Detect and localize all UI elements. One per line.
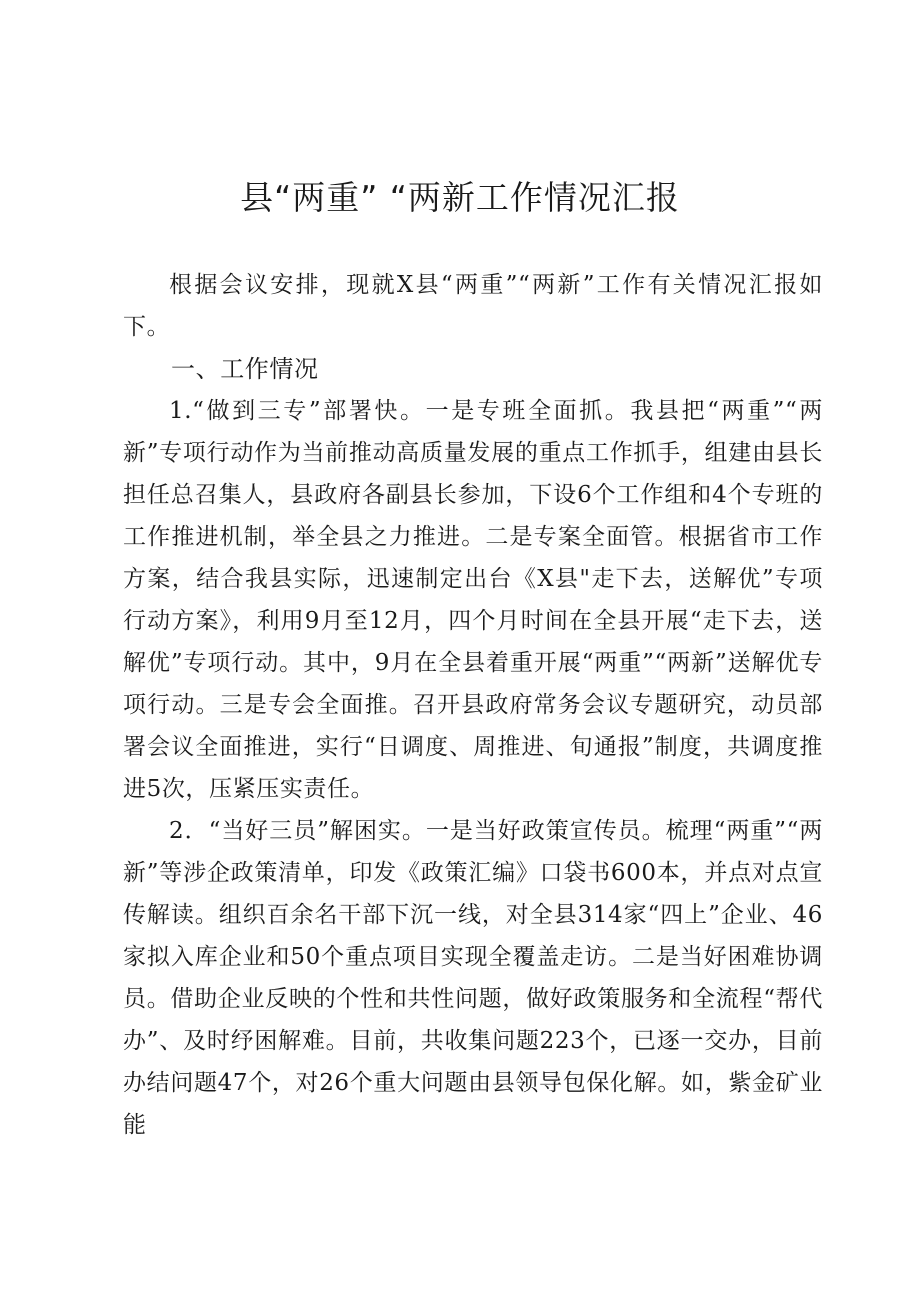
document-body (123, 264, 823, 1146)
paragraph-problem-solving: 2．“当好三员”解困实。一是当好政策宣传员。梳理“两重”“两新”等涉企政策清单，印发《政策汇编》口袋书600本，并点对点宣传解读。组织百余名干部下沉一线，对全县314家“四上”企业、46家拟入库企业和50个重点项目实现全覆盖走访。二是当好困难协调员。借助企业反映的个性和共性问题，做好政策服务和全流程“帮代办”、及时纾困解难。目前，共收集问题223个，已逐一交办，目前办结问题47个，对26个重大问题由县领导包保化解。如，紫金矿业能 (123, 818, 823, 1138)
paragraph-work-deployment: 1.“做到三专”部署快。一是专班全面抓。我县把“两重”“两新”专项行动作为当前推动高质量发展的重点工作抓手，组建由县长担任总召集人，县政府各副县长参加，下设6个工作组和4个专班的工作推进机制，举全县之力推进。二是专案全面管。根据省市工作方案，结合我县实际，迅速制定出台《X县"走下去，送解优”专项行动方案》，利用9月至12月，四个月时间在全县开展“走下去，送解优”专项行动。其中，9月在全县着重开展“两重”“两新”送解优专项行动。三是专会全面推。召开县政府常务会议专题研究，动员部署会议全面推进，实行“日调度、周推进、旬通报”制度，共调度推进5次，压紧压实责任。 (123, 398, 823, 802)
section-heading: 一、工作情况 (171, 355, 319, 383)
document-title: 县“两重” “两新工作情况汇报 (240, 178, 680, 217)
intro-paragraph: 根据会议安排，现就X县“两重”“两新”工作有关情况汇报如下。 (123, 272, 823, 340)
